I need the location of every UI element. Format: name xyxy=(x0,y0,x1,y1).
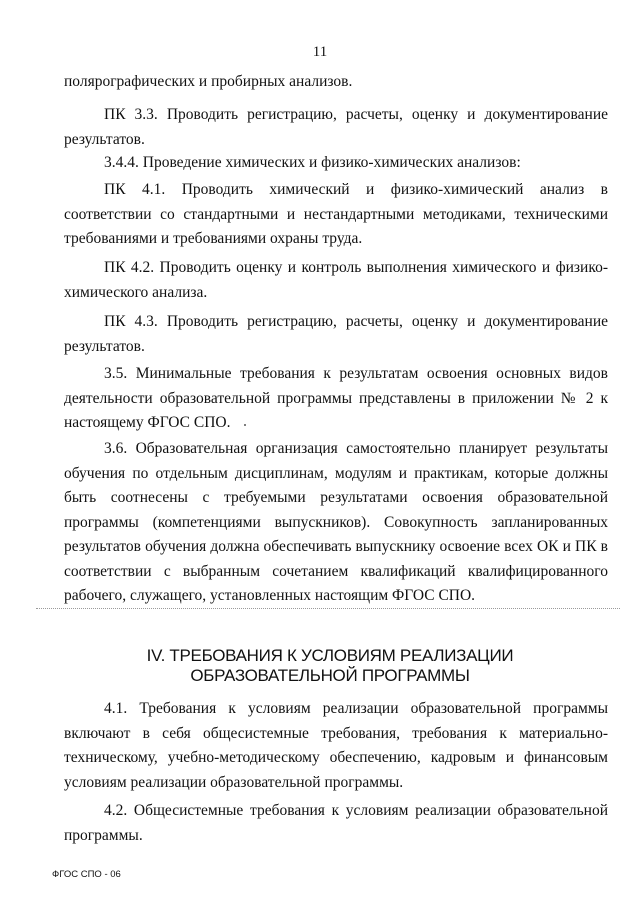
footer-code: ФГОС СПО - 06 xyxy=(52,869,121,880)
scan-speck xyxy=(244,424,246,426)
section-heading: IV. ТРЕБОВАНИЯ К УСЛОВИЯМ РЕАЛИЗАЦИИ ОБРАЗОВАТЕЛЬНОЙ ПРОГРАММЫ xyxy=(146,646,514,685)
scan-artifact-line xyxy=(36,608,620,609)
paragraph-4-1: 4.1. Требования к условиям реализации образовательной программы включают в себя общесистемные требования, требования к материально-техническому, учебно-методическому обеспечению, кадровым и финансовым условиям реализации образовательной программы. xyxy=(64,700,608,791)
paragraph-pk-4-2: ПК 4.2. Проводить оценку и контроль выполнения химического и физико-химического анализа. xyxy=(64,259,608,301)
paragraph-3-5: 3.5. Минимальные требования к результатам освоения основных видов деятельности образовательной программы представлены в приложении № 2 к настоящему ФГОС СПО. xyxy=(64,365,608,431)
paragraph-continuation: полярографических и пробирных анализов. xyxy=(64,73,353,90)
paragraph-pk-4-1: ПК 4.1. Проводить химический и физико-химический анализ в соответствии со стандартными и нестандартными методиками, техническими требованиями и требованиями охраны труда. xyxy=(64,181,608,247)
paragraph-pk-3-3: ПК 3.3. Проводить регистрацию, расчеты, оценку и документирование результатов. xyxy=(64,106,608,148)
paragraph-3-6: 3.6. Образовательная организация самостоятельно планирует результаты обучения по отдельным дисциплинам, модулям и практикам, которые должны быть соотнесены с требуемыми результатами освоения образовательной программы (компетенциями выпускников). Совокупность запланированных результатов обучения должна обеспечивать выпускнику освоение всех ОК и ПК в соответствии с выбранным сочетанием квалификаций квалифицированного рабочего, служащего, установленных настоящим ФГОС СПО. xyxy=(64,440,608,604)
paragraph-3-4-4: 3.4.4. Проведение химических и физико-химических анализов: xyxy=(104,154,521,171)
paragraph-pk-4-3: ПК 4.3. Проводить регистрацию, расчеты, оценку и документирование результатов. xyxy=(64,313,608,355)
paragraph-4-2: 4.2. Общесистемные требования к условиям реализации образовательной программы. xyxy=(64,802,608,844)
page-number: 11 xyxy=(312,44,328,60)
